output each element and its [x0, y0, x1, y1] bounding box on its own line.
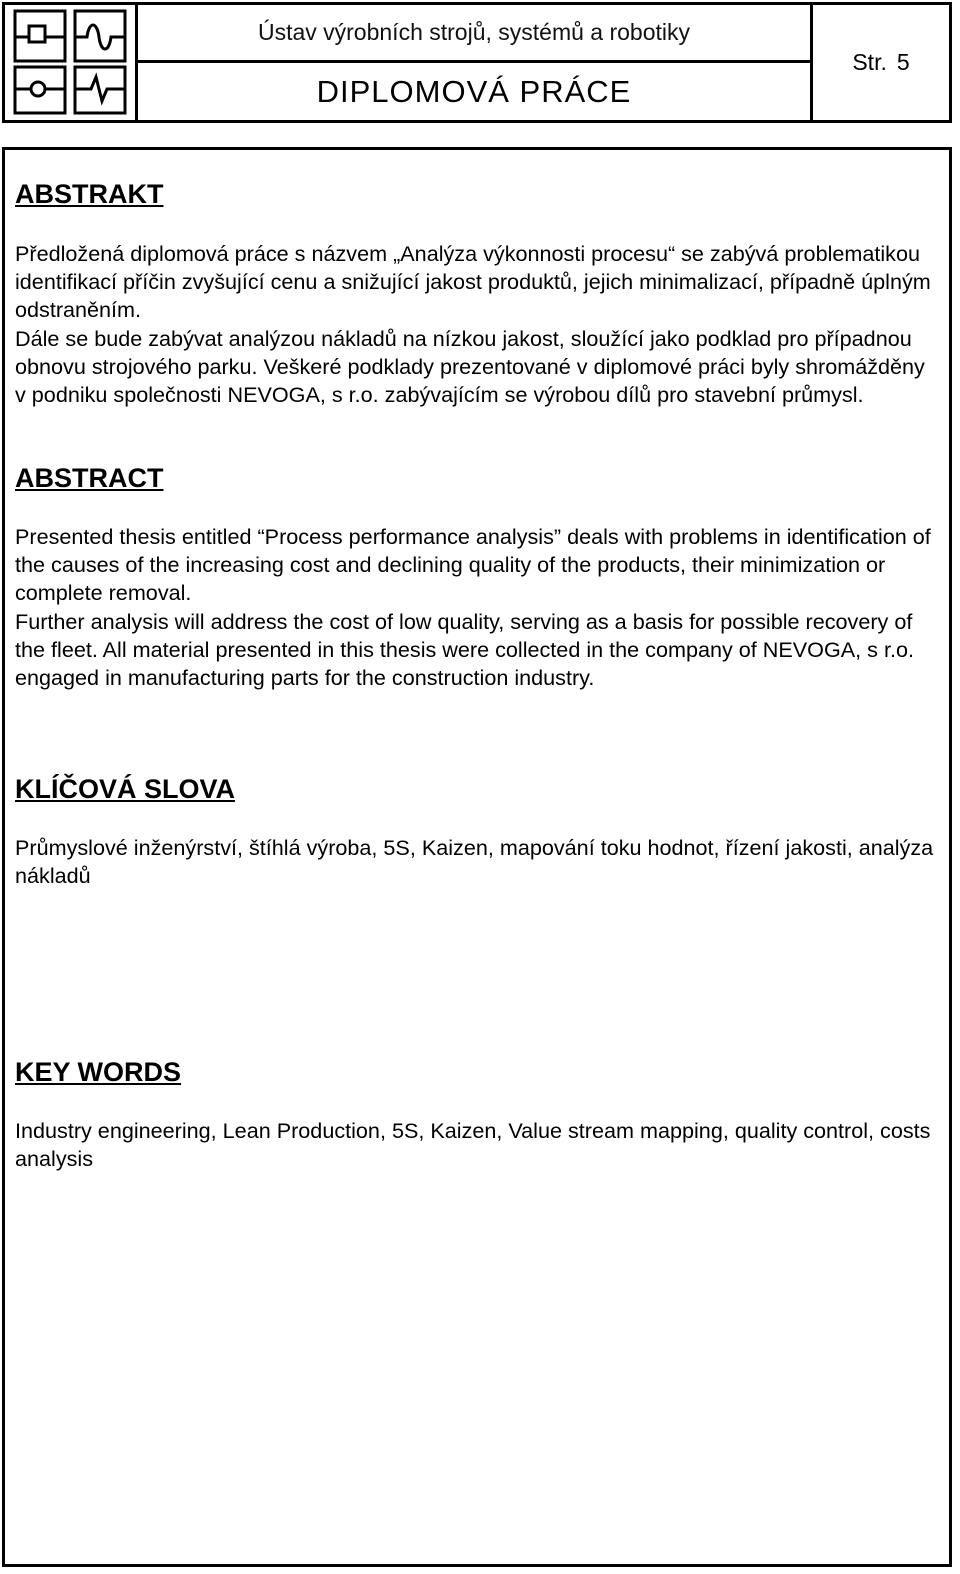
abstrakt-paragraph: Předložená diplomová práce s názvem „Analýza výkonnosti procesu“ se zabývá problematikou identifikací příčin zvyšující cenu a snižující jakost produktů, jejich minimalizací, případně úplným odstraněním. [15, 241, 931, 323]
klicova-slova-heading: KLÍČOVÁ SLOVA [15, 774, 236, 804]
abstract-paragraph: Presented thesis entitled “Process performance analysis” deals with problems in identification of the causes of the increasing cost and declining quality of the products, their minimization or complete removal. [15, 524, 931, 606]
abstrakt-body [15, 240, 935, 409]
abstrakt-heading: ABSTRAKT [15, 179, 164, 209]
page-prefix: Str. [852, 49, 887, 75]
page-number: 5 [896, 49, 910, 75]
document-type: DIPLOMOVÁ PRÁCE [316, 73, 632, 109]
klicova-slova-text: Průmyslové inženýrství, štíhlá výroba, 5S, Kaizen, mapování toku hodnot, řízení jakosti, analýza nákladů [15, 835, 934, 889]
logo-cell [5, 5, 138, 120]
key-words-text: Industry engineering, Lean Production, 5S, Kaizen, Value stream mapping, quality control, costs analysis [15, 1118, 931, 1172]
abstract-paragraph: Further analysis will address the cost of low quality, serving as a basis for possible recovery of the fleet. All material presented in this thesis were collected in the company of NEVOGA, s r.o. engaged in manufacturing parts for the construction industry. [15, 608, 914, 691]
page-header [2, 2, 952, 123]
abstrakt-paragraph: Dále se bude zabývat analýzou nákladů na nízkou jakost, sloužící jako podklad pro případnou obnovu strojového parku. Veškeré podklady prezentované v diplomové práci byly shromážděny v podniku společnosti NEVOGA, s r.o. zabývajícím se výrobou dílů pro stavební průmysl. [15, 325, 925, 408]
abstract-body [15, 523, 935, 692]
page-number-cell [810, 5, 949, 120]
key-words-heading: KEY WORDS [15, 1057, 182, 1087]
institute-logo-icon [13, 9, 129, 115]
institute-name: Ústav výrobních strojů, systémů a robotiky [138, 5, 810, 63]
abstract-heading: ABSTRACT [15, 463, 164, 493]
